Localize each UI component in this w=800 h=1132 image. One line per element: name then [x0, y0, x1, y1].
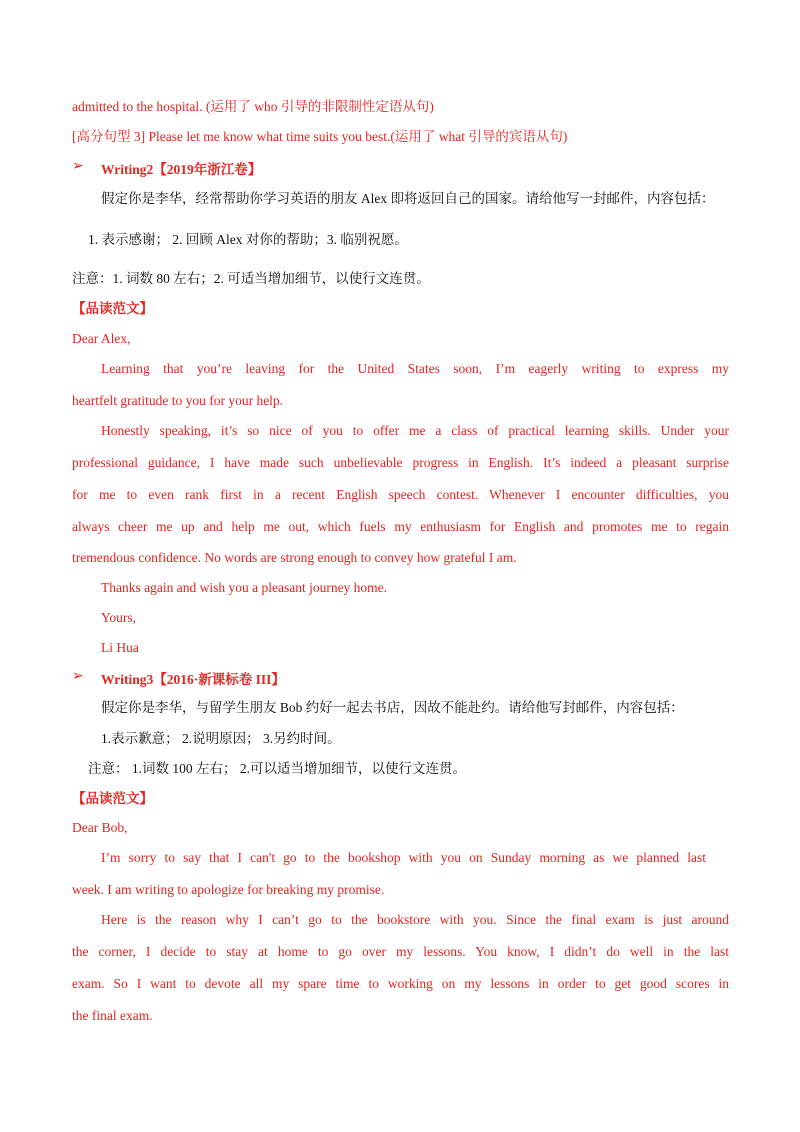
writing3-p2-line2: the corner, I decide to stay at home to go over my lessons. You know, I didn’t do well in the last	[72, 944, 729, 959]
writing2-p2-line5: tremendous confidence. No words are strong enough to convey how grateful I am.	[72, 550, 517, 565]
writing2-greeting: Dear Alex,	[72, 331, 131, 346]
writing2-points: 1. 表示感谢； 2. 回顾 Alex 对你的帮助；3. 临别祝愿。	[88, 232, 408, 247]
writing2-model-label: 【品读范文】	[72, 301, 153, 316]
writing3-p2-line1: Here is the reason why I can’t go to the bookstore with you. Since the final exam is just around	[101, 912, 729, 927]
top-line-1: admitted to the hospital. (运用了 who 引导的非限制性定语从句)	[72, 99, 434, 114]
writing2-note: 注意：1. 词数 80 左右；2. 可适当增加细节，以使行文连贯。	[72, 271, 430, 286]
writing2-p2-line3: for me to even rank first in a recent English speech contest. Whenever I encounter difficulties, you	[72, 487, 729, 502]
writing2-heading: Writing2【2019年浙江卷】	[101, 162, 262, 177]
writing3-heading: Writing3【2016·新课标卷 III】	[101, 672, 285, 687]
writing3-p2-line3: exam. So I want to devote all my spare time to working on my lessons in order to get good scores in	[72, 976, 729, 991]
bullet-arrow-icon: ➢	[72, 158, 84, 174]
writing2-p3: Thanks again and wish you a pleasant journey home.	[101, 580, 388, 595]
bullet-arrow-icon: ➢	[72, 668, 84, 684]
top-line-2: [高分句型 3] Please let me know what time suits you best.(运用了 what 引导的宾语从句)	[72, 129, 568, 144]
writing2-p1-line1: Learning that you’re leaving for the United States soon, I’m eagerly writing to express my	[101, 361, 729, 376]
writing3-points: 1.表示歉意； 2.说明原因； 3.另约时间。	[101, 731, 341, 746]
writing3-note: 注意： 1.词数 100 左右； 2.可以适当增加细节，以使行文连贯。	[88, 761, 466, 776]
writing3-prompt: 假定你是李华，与留学生朋友 Bob 约好一起去书店，因故不能赴约。请给他写封邮件，内容包括：	[101, 700, 684, 715]
writing3-p1-line1: I’m sorry to say that I can't go to the bookshop with you on Sunday morning as we planned last	[101, 850, 706, 865]
writing3-greeting: Dear Bob,	[72, 820, 128, 835]
writing2-p1-line2: heartfelt gratitude to you for your help.	[72, 393, 284, 408]
writing2-closing: Yours,	[101, 610, 137, 625]
writing3-model-label: 【品读范文】	[72, 791, 153, 806]
writing3-p2-line4: the final exam.	[72, 1008, 153, 1023]
writing3-p1-line2: week. I am writing to apologize for breaking my promise.	[72, 882, 385, 897]
writing2-p2-line4: always cheer me up and help me out, which fuels my enthusiasm for English and promotes me to regain	[72, 519, 729, 534]
writing2-p2-line1: Honestly speaking, it’s so nice of you to offer me a class of practical learning skills. Under your	[101, 423, 729, 438]
writing2-p2-line2: professional guidance, I have made such unbelievable progress in English. It’s indeed a pleasant surprise	[72, 455, 729, 470]
writing2-prompt: 假定你是李华，经常帮助你学习英语的朋友 Alex 即将返回自己的国家。请给他写一封邮件，内容包括：	[101, 191, 715, 206]
writing2-signature: Li Hua	[101, 640, 139, 655]
